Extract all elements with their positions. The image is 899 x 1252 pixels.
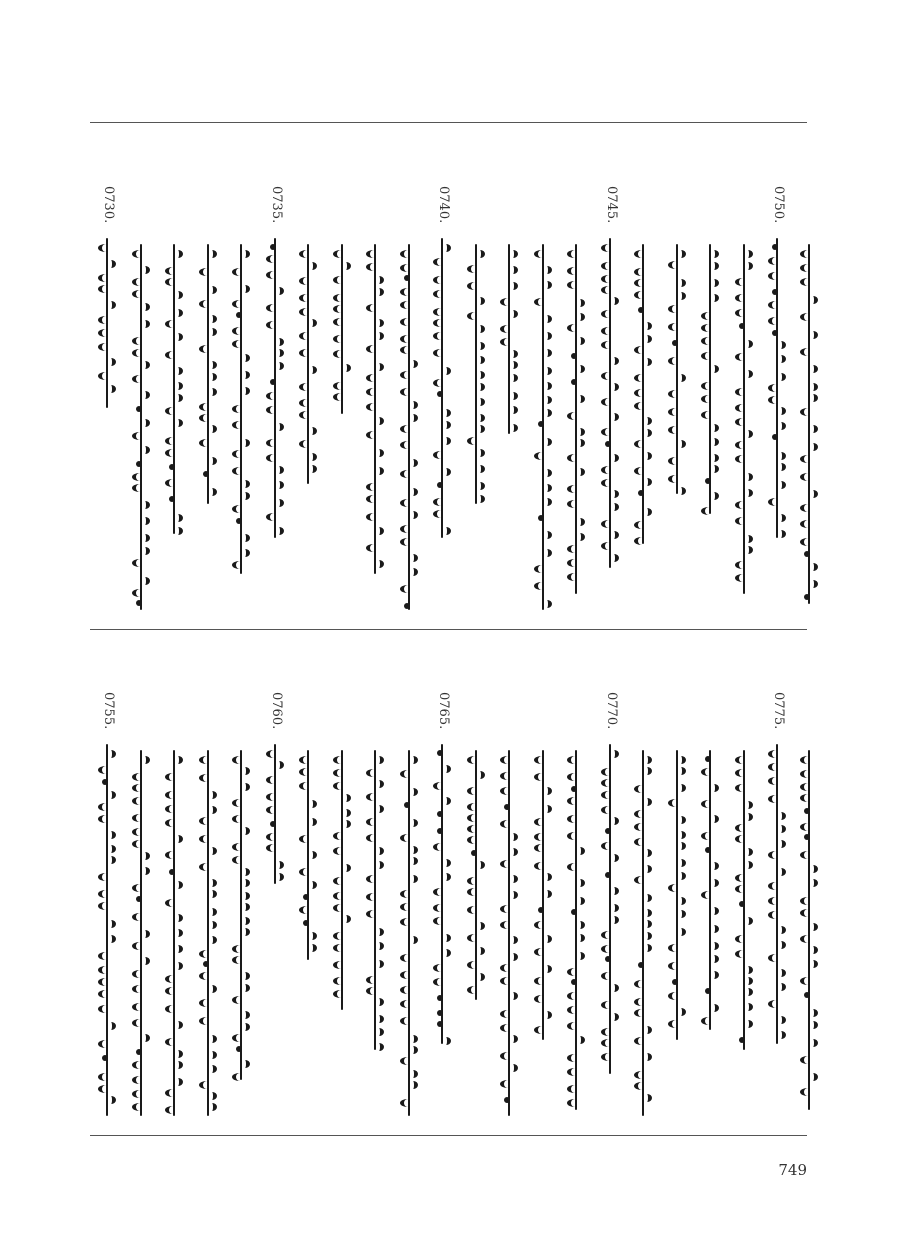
line-number: 0745. (604, 186, 619, 224)
script-column (297, 130, 317, 620)
line-number: 0750. (771, 186, 786, 224)
script-column (96, 130, 116, 620)
script-column (230, 636, 250, 1126)
script-column (599, 130, 619, 620)
script-column (364, 130, 384, 620)
text-block-bottom (90, 636, 807, 1126)
script-column (632, 636, 652, 1126)
mongolian-text-line (98, 744, 116, 1116)
script-column (699, 636, 719, 1126)
mongolian-text-line (98, 238, 116, 408)
script-column (230, 130, 250, 620)
script-column (632, 130, 652, 620)
line-number: 0755. (101, 692, 116, 730)
mongolian-text-line (668, 244, 686, 494)
script-column (130, 130, 150, 620)
mongolian-text-line (165, 750, 183, 1116)
script-column (498, 636, 518, 1126)
line-number: 0740. (436, 186, 451, 224)
script-column (798, 636, 818, 1126)
mongolian-text-line (299, 750, 317, 960)
mongolian-text-line (400, 244, 418, 610)
mongolian-text-line (567, 244, 585, 594)
mongolian-text-line (333, 244, 351, 414)
mongolian-text-line (668, 750, 686, 1040)
script-column (163, 130, 183, 620)
mongolian-text-line (467, 244, 485, 504)
mongolian-text-line (800, 750, 818, 1110)
bottom-rule (90, 1135, 807, 1136)
script-column (766, 636, 786, 1126)
script-column (565, 636, 585, 1126)
mongolian-text-line (199, 244, 217, 504)
mongolian-text-line (199, 750, 217, 1116)
mongolian-text-line (567, 750, 585, 1110)
line-number: 0765. (436, 692, 451, 730)
mongolian-text-line (768, 744, 786, 1044)
script-column (532, 130, 552, 620)
mongolian-text-line (634, 244, 652, 544)
mongolian-text-line (433, 744, 451, 1044)
mongolian-text-line (299, 244, 317, 484)
line-number: 0770. (604, 692, 619, 730)
mongolian-text-line (768, 238, 786, 538)
line-number: 0730. (101, 186, 116, 224)
mongolian-text-line (400, 750, 418, 1116)
mongolian-text-line (534, 750, 552, 1040)
mongolian-text-line (735, 244, 753, 594)
middle-rule (90, 629, 807, 630)
script-column (364, 636, 384, 1126)
script-column (699, 130, 719, 620)
script-column (465, 636, 485, 1126)
mongolian-text-line (467, 750, 485, 1000)
mongolian-text-line (500, 244, 518, 434)
mongolian-text-line (800, 244, 818, 604)
line-number: 0775. (771, 692, 786, 730)
mongolian-text-line (266, 744, 284, 884)
script-column (599, 636, 619, 1126)
script-column (498, 130, 518, 620)
mongolian-text-line (701, 750, 719, 1030)
top-rule (90, 122, 807, 123)
line-number: 0760. (269, 692, 284, 730)
script-column (532, 636, 552, 1126)
mongolian-text-line (701, 244, 719, 514)
script-column (331, 130, 351, 620)
mongolian-text-line (333, 750, 351, 1010)
script-column (431, 636, 451, 1126)
script-column (733, 636, 753, 1126)
script-column (197, 130, 217, 620)
script-column (331, 636, 351, 1126)
mongolian-text-line (132, 244, 150, 610)
mongolian-text-line (433, 238, 451, 538)
script-column (398, 636, 418, 1126)
script-column (297, 636, 317, 1126)
script-column (565, 130, 585, 620)
mongolian-text-line (266, 238, 284, 538)
mongolian-text-line (500, 750, 518, 1116)
line-number: 0735. (269, 186, 284, 224)
script-column (163, 636, 183, 1126)
script-column (666, 636, 686, 1126)
script-column (197, 636, 217, 1126)
mongolian-text-line (366, 244, 384, 574)
script-column (96, 636, 116, 1126)
script-column (733, 130, 753, 620)
mongolian-text-line (601, 238, 619, 568)
mongolian-text-line (366, 750, 384, 1050)
mongolian-text-line (634, 750, 652, 1116)
mongolian-text-line (232, 244, 250, 574)
script-column (431, 130, 451, 620)
mongolian-text-line (165, 244, 183, 534)
script-column (130, 636, 150, 1126)
script-column (666, 130, 686, 620)
script-column (264, 130, 284, 620)
text-block-top (90, 130, 807, 620)
mongolian-text-line (534, 244, 552, 610)
script-column (798, 130, 818, 620)
mongolian-text-line (735, 750, 753, 1050)
script-column (264, 636, 284, 1126)
script-column (398, 130, 418, 620)
script-column (465, 130, 485, 620)
page-number: 749 (778, 1161, 807, 1179)
mongolian-text-line (132, 750, 150, 1116)
script-column (766, 130, 786, 620)
mongolian-text-line (232, 750, 250, 1080)
mongolian-text-line (601, 744, 619, 1074)
